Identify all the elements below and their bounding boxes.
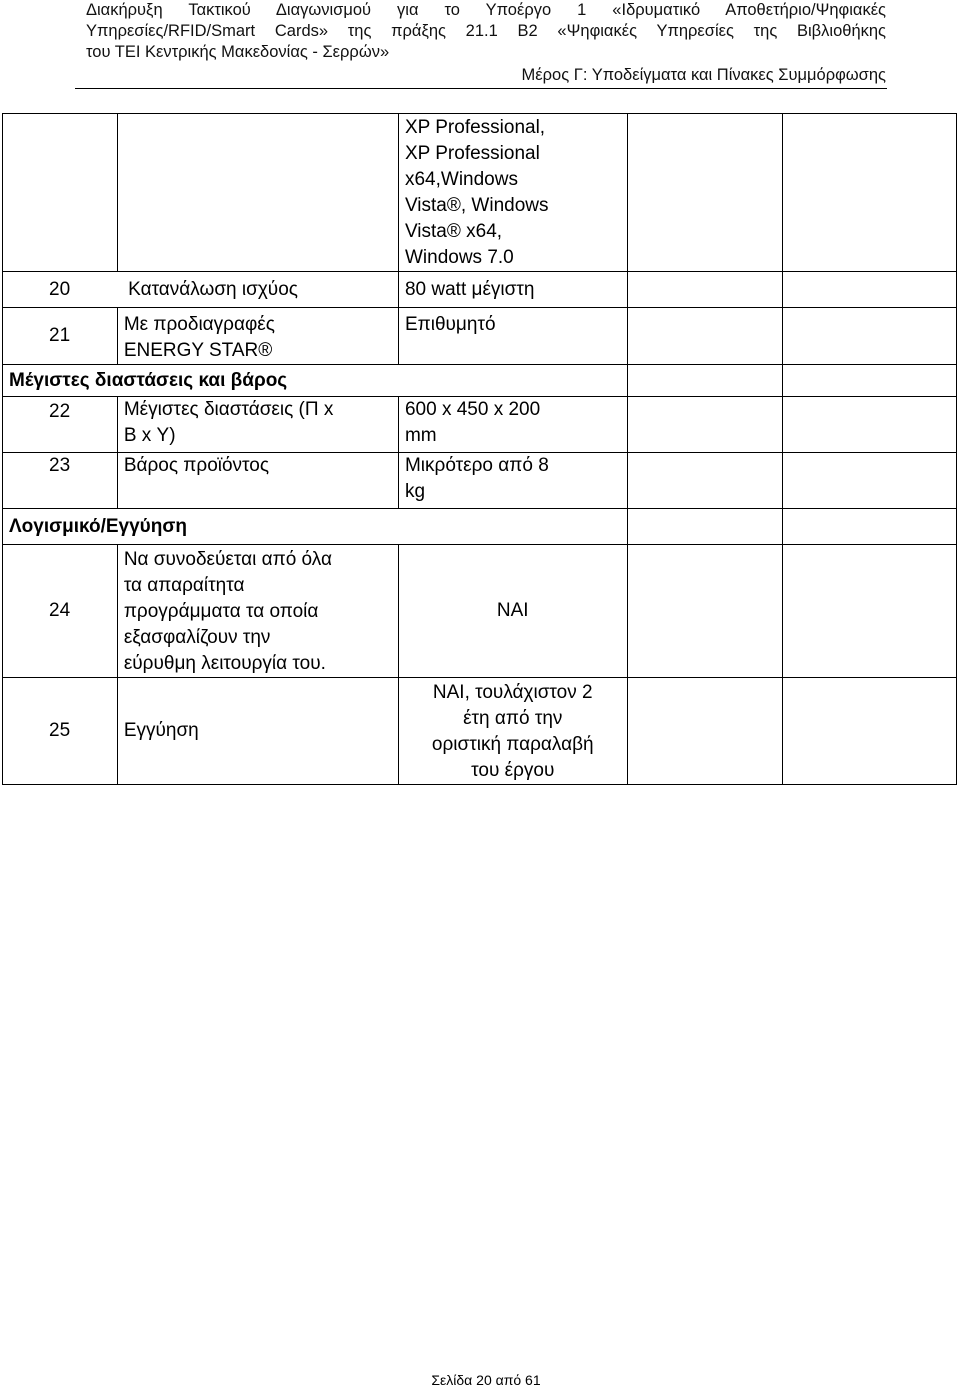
compliance-cell (627, 545, 783, 678)
reference-cell (783, 272, 957, 308)
compliance-cell (627, 678, 783, 785)
compliance-cell (627, 308, 783, 365)
row-number: 23 (3, 453, 118, 509)
table-row (3, 308, 957, 365)
reference-cell (783, 509, 957, 545)
value-line: kg (404, 481, 426, 502)
value-cell (398, 453, 627, 509)
section-heading-software: Λογισμικό/Εγγύηση (3, 509, 628, 545)
label-cell (117, 114, 398, 272)
value-line: έτη από την (463, 708, 563, 729)
reference-cell (783, 365, 957, 397)
header-divider (75, 88, 887, 89)
label-line: τα απαραίτητα (123, 575, 245, 596)
reference-cell (783, 678, 957, 785)
section-heading-dimensions: Μέγιστες διαστάσεις και βάρος (3, 365, 628, 397)
value-line: XP Professional (404, 143, 540, 164)
row-20-label (3, 272, 399, 308)
label-line: ENERGY STAR® (123, 340, 273, 361)
row-label: Κατανάλωση ισχύος (128, 278, 298, 300)
compliance-cell (627, 453, 783, 509)
row-number: 20 (49, 278, 71, 300)
table-row (3, 272, 957, 308)
row-number: 21 (3, 308, 118, 365)
compliance-cell (627, 272, 783, 308)
value-line: 600 x 450 x 200 (404, 399, 541, 420)
label-line: εξασφαλίζουν την (123, 627, 271, 648)
compliance-cell (627, 397, 783, 453)
table-row (3, 114, 957, 272)
label-line: Μέγιστες διαστάσεις (Π x (123, 399, 334, 420)
table-row (3, 509, 957, 545)
label-cell: Βάρος προϊόντος (117, 453, 398, 509)
header-section-title: Μέρος Γ: Υποδείγματα και Πίνακες Συμμόρφωσης (521, 66, 886, 84)
label-line: προγράμματα τα οποία (123, 601, 319, 622)
row-number: 25 (3, 678, 118, 785)
value-cell (398, 114, 627, 272)
num-cell (3, 114, 118, 272)
value-cell: 80 watt μέγιστη (398, 272, 627, 308)
row-number: 24 (3, 545, 118, 678)
compliance-cell (627, 365, 783, 397)
table-row (3, 545, 957, 678)
value-line: Vista® x64, (404, 221, 503, 242)
label-line: Με προδιαγραφές (123, 314, 275, 335)
value-line: ΝΑΙ, τουλάχιστον 2 (432, 682, 593, 703)
value-cell (398, 397, 627, 453)
document-header (86, 0, 886, 86)
label-cell (117, 397, 398, 453)
table-row (3, 365, 957, 397)
value-line: Windows 7.0 (404, 247, 514, 268)
value-line: mm (404, 425, 437, 446)
value-line: x64,Windows (404, 169, 518, 190)
value-line: οριστική παραλαβή (431, 734, 594, 755)
reference-cell (783, 114, 957, 272)
table-row (3, 453, 957, 509)
label-cell: Εγγύηση (117, 678, 398, 785)
header-line-2: Υπηρεσίες/RFID/Smart Cards» της πράξης 21.1 Β2 «Ψηφιακές Υπηρεσίες της Βιβλιοθήκης (86, 22, 886, 40)
reference-cell (783, 453, 957, 509)
value-cell (398, 678, 627, 785)
header-line-1: Διακήρυξη Τακτικού Διαγωνισμού για το Υποέργο 1 «Ιδρυματικό Αποθετήριο/Ψηφιακές (86, 1, 886, 19)
label-line: εύρυθμη λειτουργία του. (123, 653, 326, 674)
reference-cell (783, 397, 957, 453)
value-line: του έργου (471, 760, 555, 781)
value-line: Μικρότερο από 8 (404, 455, 549, 476)
label-cell (117, 308, 398, 365)
value-line: XP Professional, (404, 117, 546, 138)
reference-cell (783, 308, 957, 365)
label-line: Β x Υ) (123, 425, 176, 446)
value-cell: ΝΑΙ (398, 545, 627, 678)
value-line: Vista®, Windows (404, 195, 549, 216)
table-row (3, 678, 957, 785)
label-line: Να συνοδεύεται από όλα (123, 549, 332, 570)
row-number: 22 (3, 397, 118, 453)
page-number: Σελίδα 20 από 61 (431, 1372, 541, 1388)
compliance-cell (627, 114, 783, 272)
header-line-3: του ΤΕΙ Κεντρικής Μακεδονίας - Σερρών» (86, 43, 390, 61)
reference-cell (783, 545, 957, 678)
table-row (3, 397, 957, 453)
label-cell (117, 545, 398, 678)
compliance-table (2, 113, 957, 785)
compliance-cell (627, 509, 783, 545)
value-cell: Επιθυμητό (398, 308, 627, 365)
